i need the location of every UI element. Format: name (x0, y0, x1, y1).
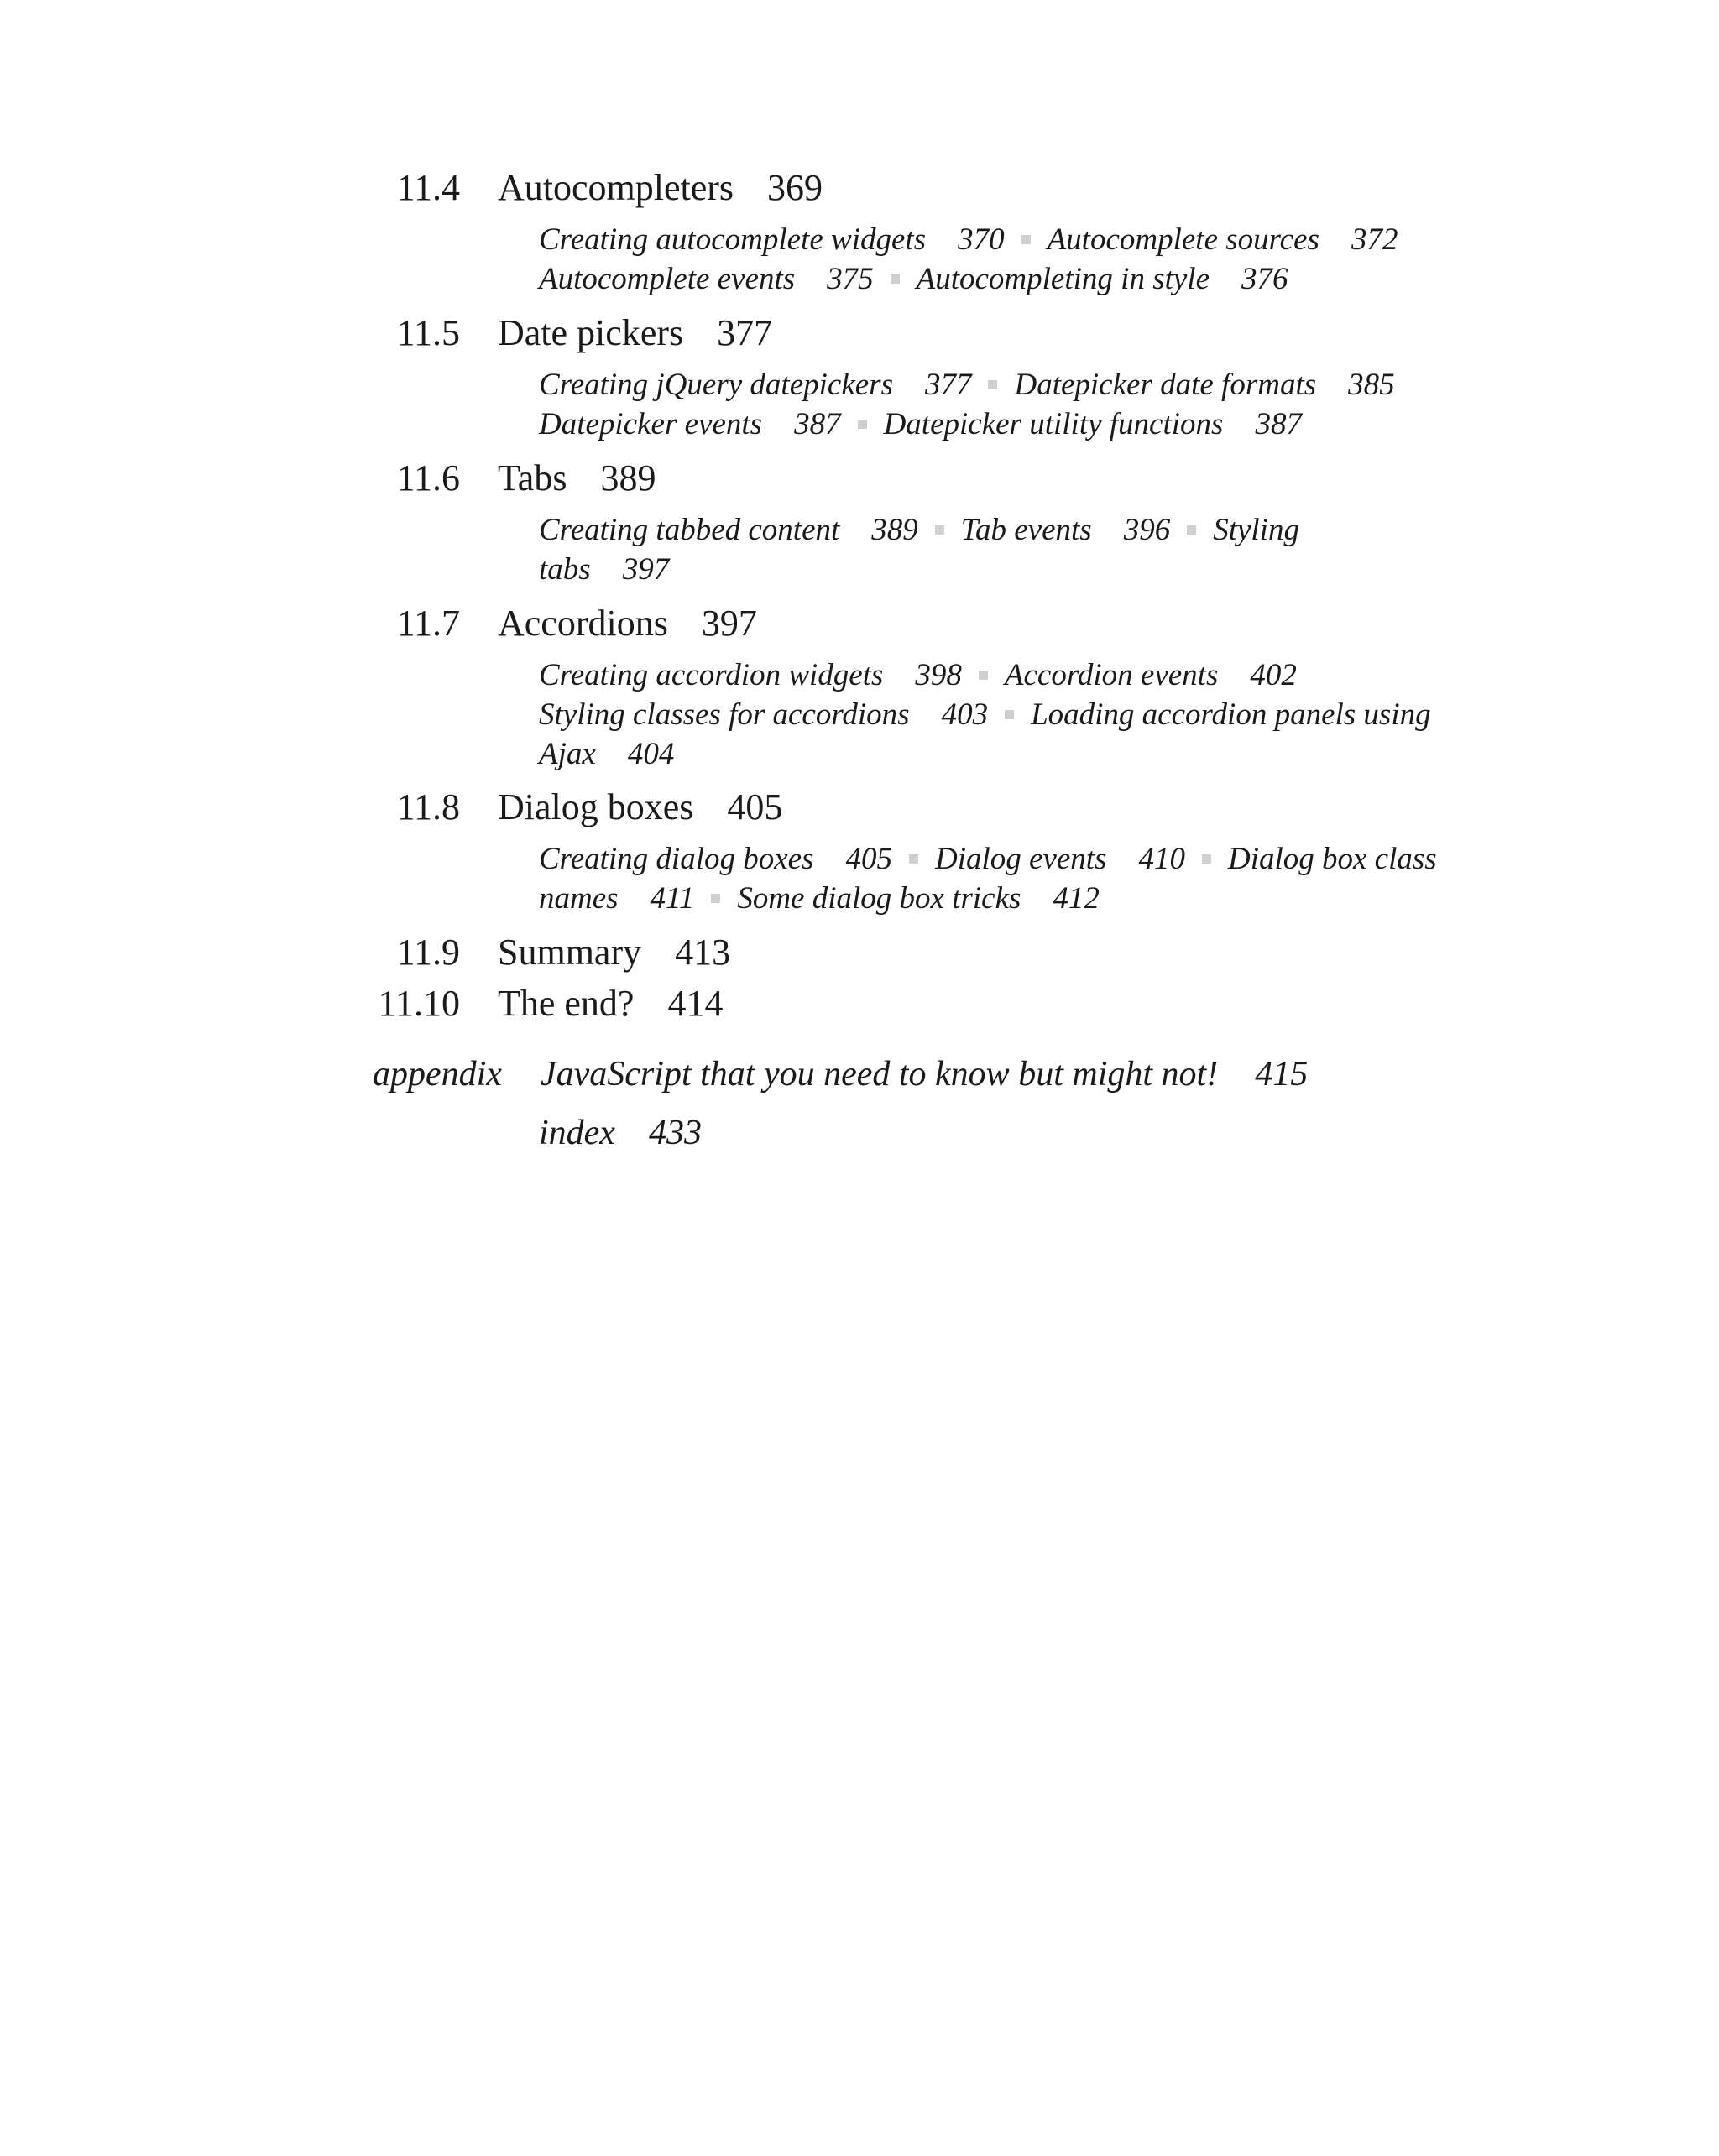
separator-square-icon (909, 854, 918, 864)
subsection-entry[interactable] (961, 513, 1170, 547)
subsection-title: Dialog events (935, 842, 1107, 876)
separator-square-icon (858, 420, 867, 429)
separator-square-icon (1021, 235, 1031, 244)
subsection-entry[interactable] (539, 737, 674, 771)
section-number: 11.5 (396, 312, 460, 353)
subsection-title: Styling (1213, 513, 1299, 547)
section-title-link[interactable] (498, 927, 730, 978)
subsection-entry[interactable] (539, 407, 841, 441)
section-title-link[interactable] (498, 308, 772, 358)
section-page: 413 (675, 932, 731, 973)
subsection-page: 412 (1053, 881, 1100, 916)
subsection-line (539, 259, 1462, 299)
subsection-title: Loading accordion panels using (1031, 697, 1431, 732)
section-page: 389 (600, 457, 656, 499)
toc-index[interactable] (539, 1108, 702, 1158)
section-page: 377 (717, 312, 773, 353)
subsection-page: 372 (1351, 222, 1398, 257)
section-heading (0, 308, 1719, 358)
subsection-list (539, 510, 1462, 589)
index-label: index (539, 1114, 615, 1152)
subsection-page: 411 (650, 881, 695, 916)
section-title: Dialog boxes (498, 786, 694, 827)
section-number: 11.10 (378, 983, 460, 1024)
subsection-entry[interactable] (1048, 222, 1398, 257)
subsection-list (539, 655, 1462, 774)
subsection-title: Styling classes for accordions (539, 697, 910, 732)
subsection-entry[interactable] (539, 222, 1005, 257)
subsection-page: 396 (1123, 513, 1171, 547)
section-title-link[interactable] (498, 782, 782, 833)
subsection-list (539, 220, 1462, 299)
subsection-entry[interactable] (917, 262, 1288, 296)
subsection-page: 375 (827, 262, 874, 296)
subsection-page: 398 (915, 658, 962, 692)
subsection-title: Creating autocomplete widgets (539, 222, 927, 257)
section-heading (0, 163, 1719, 213)
subsection-line (539, 839, 1462, 879)
subsection-title: Autocomplete sources (1047, 222, 1319, 257)
section-heading (0, 927, 1719, 978)
subsection-page: 387 (1255, 407, 1302, 441)
separator-square-icon (1187, 525, 1196, 535)
separator-square-icon (711, 894, 720, 903)
subsection-page: 370 (958, 222, 1005, 257)
index-page: 433 (648, 1114, 702, 1152)
subsection-title: Autocomplete events (539, 262, 796, 296)
subsection-title: Datepicker date formats (1014, 368, 1317, 402)
subsection-entry[interactable] (1228, 842, 1437, 876)
section-title-link[interactable] (498, 453, 656, 504)
subsection-title: Accordion events (1004, 658, 1219, 692)
subsection-line (539, 655, 1462, 695)
separator-square-icon (1202, 854, 1211, 864)
appendix-label: appendix (373, 1055, 502, 1094)
appendix-page: 415 (1255, 1055, 1309, 1094)
separator-square-icon (935, 525, 944, 535)
subsection-entry[interactable] (539, 697, 988, 732)
subsection-entry[interactable] (539, 513, 918, 547)
subsection-page: 405 (845, 842, 892, 876)
subsection-title: tabs (539, 552, 591, 587)
subsection-title: Datepicker utility functions (883, 407, 1224, 441)
subsection-line (539, 220, 1462, 259)
subsection-page: 385 (1348, 368, 1395, 402)
section-number: 11.9 (396, 932, 460, 973)
subsection-title: Creating tabbed content (539, 513, 840, 547)
subsection-title: names (539, 881, 619, 916)
section-page: 369 (767, 167, 823, 208)
section-title: Autocompleters (498, 167, 734, 208)
subsection-page: 404 (627, 737, 675, 771)
subsection-line (539, 879, 1462, 918)
subsection-list (539, 839, 1462, 918)
subsection-entry[interactable] (935, 842, 1185, 876)
subsection-title: Dialog box class (1227, 842, 1437, 876)
subsection-page: 410 (1138, 842, 1185, 876)
subsection-page: 376 (1241, 262, 1288, 296)
section-number: 11.7 (396, 603, 460, 644)
subsection-title: Datepicker events (539, 407, 763, 441)
subsection-entry[interactable] (1213, 513, 1299, 547)
section-heading (0, 598, 1719, 649)
subsection-entry[interactable] (539, 262, 874, 296)
separator-square-icon (979, 671, 988, 680)
subsection-page: 389 (871, 513, 918, 547)
subsection-line (539, 734, 1462, 774)
separator-square-icon (891, 274, 900, 284)
subsection-page: 387 (794, 407, 841, 441)
subsection-line (539, 550, 1462, 589)
section-page: 405 (727, 786, 783, 827)
subsection-entry[interactable] (539, 368, 971, 402)
subsection-entry[interactable] (884, 407, 1302, 441)
subsection-entry[interactable] (539, 842, 892, 876)
subsection-title: Autocompleting in style (916, 262, 1210, 296)
subsection-page: 403 (941, 697, 989, 732)
subsection-title: Ajax (539, 737, 596, 771)
section-heading (0, 979, 1719, 1029)
subsection-list (539, 365, 1462, 444)
subsection-title: Creating jQuery datepickers (539, 368, 893, 402)
subsection-page: 397 (622, 552, 670, 587)
section-title: Tabs (498, 457, 567, 499)
subsection-title: Creating accordion widgets (539, 658, 884, 692)
section-title-link[interactable] (498, 598, 757, 649)
section-number: 11.4 (396, 167, 460, 208)
subsection-entry[interactable] (1031, 697, 1431, 732)
section-title: The end? (498, 983, 635, 1024)
section-title-link[interactable] (498, 163, 823, 213)
subsection-line (539, 510, 1462, 550)
section-page: 397 (701, 603, 757, 644)
section-page: 414 (667, 983, 724, 1024)
subsection-title: Tab events (960, 513, 1092, 547)
section-number: 11.6 (396, 457, 460, 499)
subsection-entry[interactable] (539, 658, 962, 692)
section-title: Summary (498, 932, 642, 973)
section-title: Date pickers (498, 312, 684, 353)
subsection-line (539, 695, 1462, 734)
section-heading (0, 782, 1719, 833)
subsection-entry[interactable] (1014, 368, 1394, 402)
subsection-page: 402 (1250, 658, 1297, 692)
subsection-entry[interactable] (539, 881, 694, 916)
appendix-title: JavaScript that you need to know but might not! (541, 1055, 1219, 1094)
subsection-title: Creating dialog boxes (539, 842, 814, 876)
separator-square-icon (1005, 710, 1014, 719)
subsection-entry[interactable] (737, 881, 1100, 916)
subsection-entry[interactable] (1005, 658, 1297, 692)
section-title-link[interactable] (498, 979, 723, 1029)
section-heading (0, 453, 1719, 504)
subsection-line (539, 365, 1462, 405)
subsection-page: 377 (924, 368, 972, 402)
section-number: 11.8 (396, 786, 460, 827)
subsection-title: Some dialog box tricks (737, 881, 1021, 916)
separator-square-icon (988, 380, 997, 389)
subsection-entry[interactable] (539, 552, 669, 587)
appendix-entry[interactable] (541, 1049, 1308, 1099)
subsection-line (539, 405, 1462, 444)
section-title: Accordions (498, 603, 668, 644)
